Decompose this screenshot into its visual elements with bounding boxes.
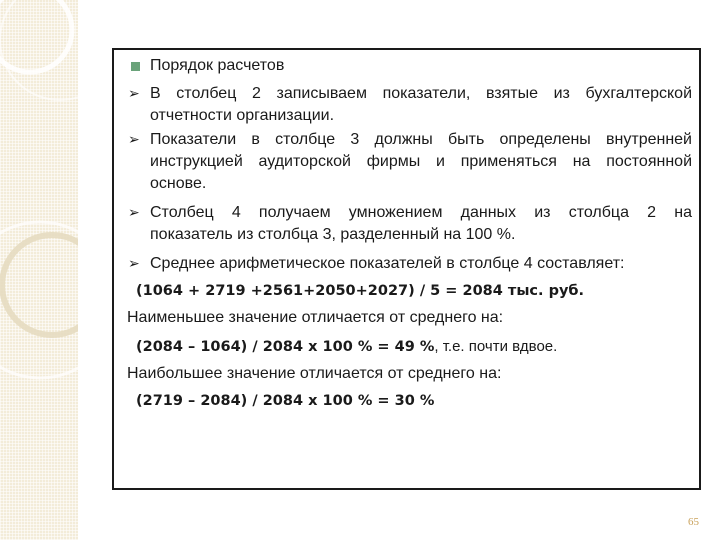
arrow-bullet-icon: ➢ — [128, 131, 140, 147]
bullet-3-line-2: показатель из столбца 3, разделенный на 100 %. — [150, 226, 516, 243]
arrow-bullet-icon: ➢ — [128, 204, 140, 220]
bullet-2-line-1: Показатели в столбце 3 должны быть определены внутренней — [150, 131, 692, 148]
heading: Порядок расчетов — [150, 57, 285, 74]
bullet-1-line-1: В столбец 2 записываем показатели, взятые из бухгалтерской — [150, 85, 692, 102]
heading-bullet-icon — [131, 62, 140, 71]
bullet-3-line-1: Столбец 4 получаем умножением данных из столбца 2 на — [150, 204, 692, 221]
decorative-circles — [0, 0, 78, 540]
arrow-bullet-icon: ➢ — [128, 85, 140, 101]
page-number: 65 — [688, 516, 699, 528]
bullet-1-line-2: отчетности организации. — [150, 107, 335, 124]
formula-min: (2084 – 1064) / 2084 х 100 % = 49 % — [136, 339, 435, 355]
arrow-bullet-icon: ➢ — [128, 255, 140, 271]
bullet-2-line-2: инструкцией аудиторской фирмы и применяться на постоянной — [150, 153, 692, 170]
formula-min-suffix: , т.е. почти вдвое. — [434, 338, 558, 355]
bullet-2-line-3: основе. — [150, 175, 207, 192]
bullet-4-line-1: Среднее арифметическое показателей в столбце 4 составляет: — [150, 255, 625, 272]
text-min: Наименьшее значение отличается от среднего на: — [127, 309, 504, 326]
formula-max: (2719 – 2084) / 2084 х 100 % = 30 % — [136, 393, 435, 409]
text-max: Наибольшее значение отличается от среднего на: — [127, 365, 502, 382]
formula-average: (1064 + 2719 +2561+2050+2027) / 5 = 2084 тыс. руб. — [136, 283, 585, 299]
decorative-side-panel — [0, 0, 78, 540]
formula-min-row — [136, 336, 557, 358]
